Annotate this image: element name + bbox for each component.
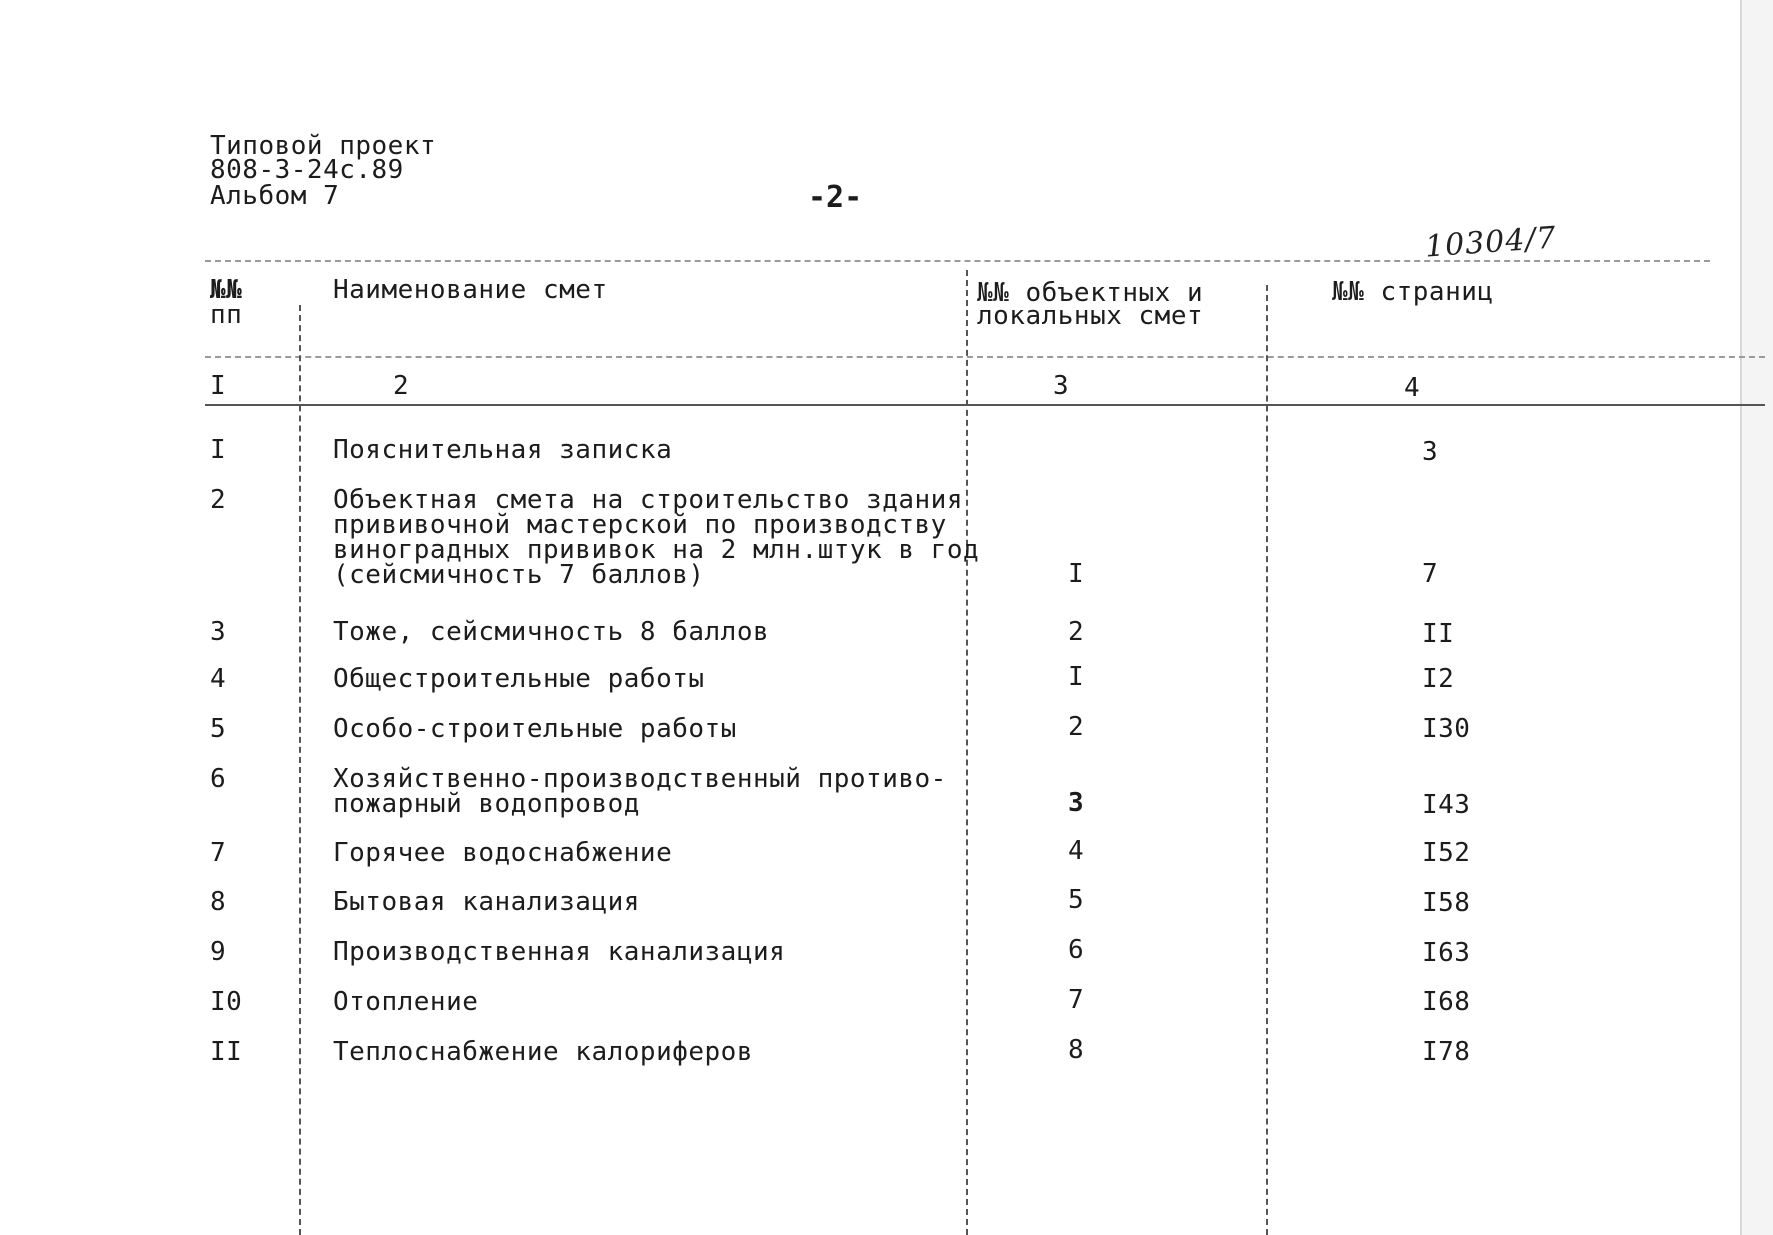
row-name-line: Пояснительная записка xyxy=(333,435,673,465)
col-estimate-header-line1: №№ объектных и xyxy=(977,278,1204,308)
row-number: 5 xyxy=(210,714,227,744)
row-name-line: пожарный водопровод xyxy=(333,789,640,819)
row-page: II xyxy=(1422,619,1455,649)
row-name-line: Отопление xyxy=(333,987,479,1017)
row-estimate: 7 xyxy=(1068,985,1085,1015)
column-number: 3 xyxy=(1053,371,1070,401)
column-number: 2 xyxy=(393,371,410,401)
page-number: -2- xyxy=(808,180,863,215)
row-number: 4 xyxy=(210,664,227,694)
column-number: I xyxy=(210,371,227,401)
row-page: I63 xyxy=(1422,938,1471,968)
row-page: I68 xyxy=(1422,987,1471,1017)
row-name-line: Теплоснабжение калориферов xyxy=(333,1037,753,1067)
row-page: I30 xyxy=(1422,714,1471,744)
row-name-line: Производственная канализация xyxy=(333,937,786,967)
row-page: I43 xyxy=(1422,790,1471,820)
column-number: 4 xyxy=(1404,373,1421,403)
row-page: 7 xyxy=(1422,559,1439,589)
row-name-line: Хозяйственно-производственный противо- xyxy=(333,764,947,794)
row-page: 3 xyxy=(1422,437,1439,467)
col-page-header: №№ страниц xyxy=(1332,277,1494,307)
row-estimate: 8 xyxy=(1068,1035,1085,1065)
row-name-line: Тоже, сейсмичность 8 баллов xyxy=(333,617,770,647)
row-number: 6 xyxy=(210,764,227,794)
row-page: I78 xyxy=(1422,1037,1471,1067)
album-label: Альбом 7 xyxy=(210,181,340,211)
inventory-number: 10304/7 xyxy=(1423,220,1558,265)
col-num-header-line2: пп xyxy=(210,300,243,330)
row-estimate: 6 xyxy=(1068,935,1085,965)
column-divider-1 xyxy=(299,305,301,1235)
row-name-line: Особо-строительные работы xyxy=(333,714,737,744)
row-page: I2 xyxy=(1422,664,1455,694)
table-header-rule xyxy=(205,356,1765,358)
row-name-line: Бытовая канализация xyxy=(333,887,640,917)
column-divider-2 xyxy=(966,270,968,1235)
col-estimate-header-line2: локальных смет xyxy=(977,301,1204,331)
row-number: 2 xyxy=(210,485,227,515)
table-top-rule xyxy=(205,260,1710,262)
col-num-header-line1: №№ xyxy=(210,275,243,305)
row-name-line: Объектная смета на строительство здания xyxy=(333,485,963,515)
row-number: 3 xyxy=(210,617,227,647)
row-name-line: Общестроительные работы xyxy=(333,664,705,694)
row-number: I xyxy=(210,435,227,465)
row-estimate: 2 xyxy=(1068,712,1085,742)
row-estimate: I xyxy=(1068,662,1085,692)
column-divider-3 xyxy=(1266,285,1268,1235)
scan-edge xyxy=(1740,0,1773,1235)
table-numbers-rule xyxy=(205,404,1765,406)
row-estimate: 3 xyxy=(1068,788,1085,818)
row-number: 8 xyxy=(210,887,227,917)
col-name-header: Наименование смет xyxy=(333,275,608,305)
row-name-line: Горячее водоснабжение xyxy=(333,838,673,868)
row-number: I0 xyxy=(210,987,243,1017)
project-type-label: Типовой проект xyxy=(210,131,437,161)
row-estimate: 2 xyxy=(1068,617,1085,647)
row-number: 7 xyxy=(210,838,227,868)
row-estimate: 5 xyxy=(1068,885,1085,915)
row-estimate: I xyxy=(1068,559,1085,589)
row-name-line: виноградных прививок на 2 млн.штук в год xyxy=(333,535,980,565)
row-name-line: прививочной мастерской по производству xyxy=(333,510,947,540)
row-name-line: (сейсмичность 7 баллов) xyxy=(333,560,705,590)
row-number: 9 xyxy=(210,937,227,967)
project-code: 808-3-24с.89 xyxy=(210,155,404,185)
row-estimate: 4 xyxy=(1068,836,1085,866)
row-number: II xyxy=(210,1037,243,1067)
row-page: I58 xyxy=(1422,888,1471,918)
row-page: I52 xyxy=(1422,838,1471,868)
